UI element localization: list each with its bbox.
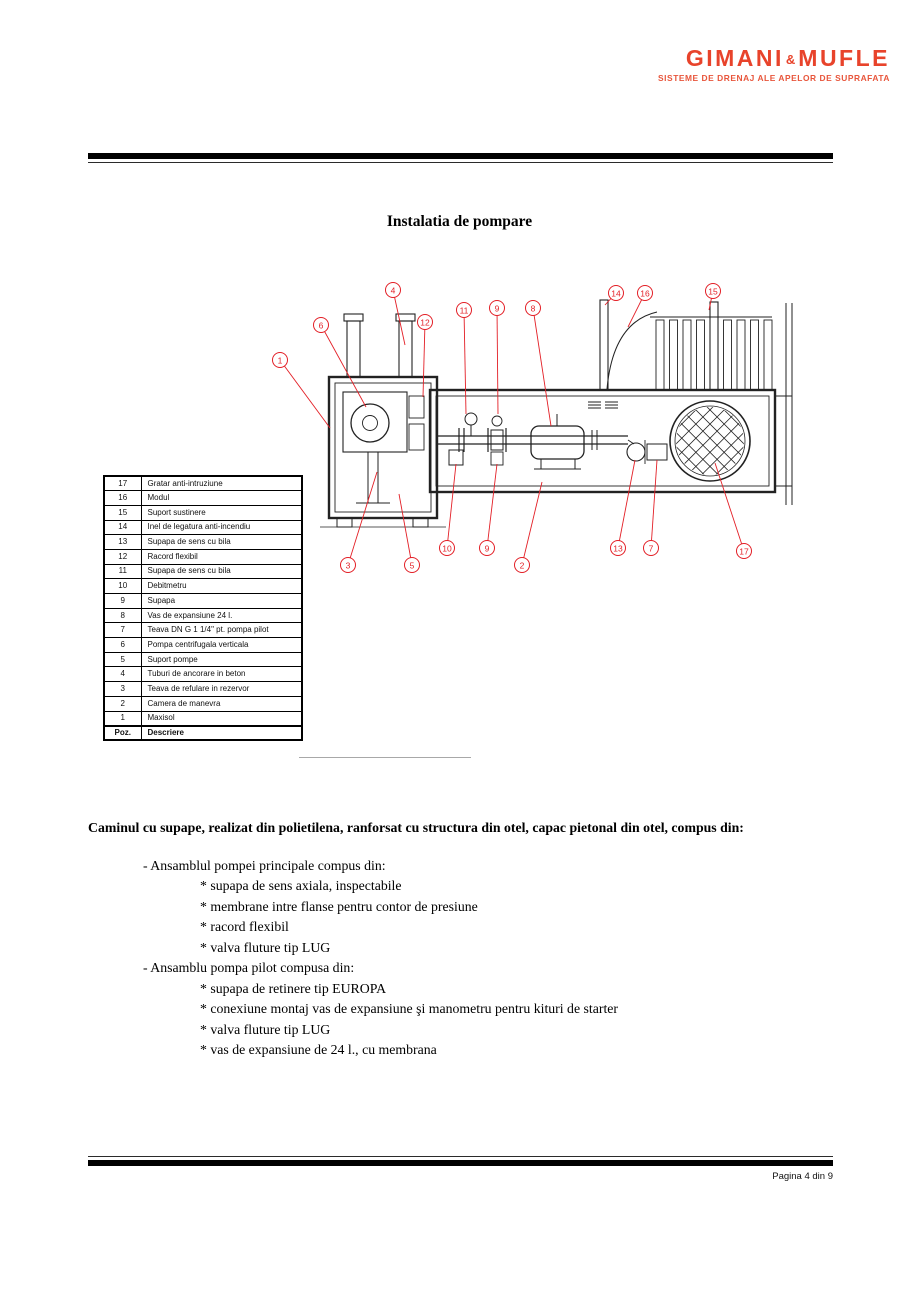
part-description-cell: Modul (141, 491, 302, 506)
brand-name-left: GIMANI (685, 45, 784, 71)
ampersand: & (785, 52, 797, 67)
diagram-callouts (273, 283, 752, 573)
part-number-cell: 10 (104, 579, 141, 594)
part-number-cell: 13 (104, 535, 141, 550)
part-number-cell: 6 (104, 638, 141, 653)
part-description-cell: Camera de manevra (141, 696, 302, 711)
svg-text:1: 1 (277, 355, 283, 366)
page-number: Pagina 4 din 9 (772, 1171, 833, 1182)
parts-table-row (104, 682, 302, 697)
top-rule (88, 153, 833, 163)
list-item: * vas de expansiune de 24 l., cu membrana (200, 1042, 437, 1058)
header-descriere: Descriere (141, 726, 302, 741)
list-item: * membrane intre flanse pentru contor de presiune (200, 898, 478, 914)
svg-text:4: 4 (390, 285, 396, 296)
part-number-cell: 3 (104, 682, 141, 697)
header-poz: Poz. (104, 726, 141, 741)
parts-table-row (104, 505, 302, 520)
list-item: * supapa de sens axiala, inspectabile (200, 878, 402, 894)
bottom-rule (88, 1156, 833, 1166)
svg-text:15: 15 (708, 286, 718, 297)
part-number-cell: 12 (104, 549, 141, 564)
part-number-cell: 7 (104, 623, 141, 638)
part-number-cell: 15 (104, 505, 141, 520)
part-number-cell: 9 (104, 594, 141, 609)
parts-table-body (104, 476, 302, 726)
list-item: * racord flexibil (200, 919, 289, 935)
parts-table-row (104, 476, 302, 491)
intro-paragraph: Caminul cu supape, realizat din polietilena, ranforsat cu structura din otel, capac pietonal din otel, compus din: (88, 820, 744, 835)
svg-text:11: 11 (459, 305, 469, 316)
parts-table-row (104, 549, 302, 564)
svg-text:13: 13 (613, 543, 623, 554)
parts-table-row (104, 652, 302, 667)
brand-name (658, 47, 890, 70)
part-description-cell: Teava de refulare in rezervor (141, 682, 302, 697)
part-description-cell: Inel de legatura anti-incendiu (141, 520, 302, 535)
part-description-cell: Teava DN G 1 1/4" pt. pompa pilot (141, 623, 302, 638)
part-number-cell: 11 (104, 564, 141, 579)
parts-table-row (104, 579, 302, 594)
part-number-cell: 16 (104, 491, 141, 506)
svg-text:7: 7 (648, 543, 654, 554)
parts-table-row (104, 564, 302, 579)
diagram-linework (320, 300, 792, 527)
part-description-cell: Supapa de sens cu bila (141, 535, 302, 550)
svg-text:17: 17 (739, 546, 749, 557)
parts-table-row (104, 520, 302, 535)
svg-text:14: 14 (611, 288, 621, 299)
svg-text:10: 10 (442, 543, 452, 554)
list-item: - Ansamblul pompei principale compus din: (143, 857, 386, 873)
part-number-cell: 14 (104, 520, 141, 535)
svg-text:8: 8 (530, 303, 536, 314)
svg-text:5: 5 (409, 560, 415, 571)
parts-table-row (104, 594, 302, 609)
list-item: * conexiune montaj vas de expansiune şi manometru pentru kituri de starter (200, 1001, 619, 1017)
part-description-cell: Pompa centrifugala verticala (141, 638, 302, 653)
svg-text:2: 2 (519, 560, 525, 571)
part-number-cell: 5 (104, 652, 141, 667)
part-description-cell: Tuburi de ancorare in beton (141, 667, 302, 682)
svg-text:6: 6 (318, 320, 324, 331)
part-description-cell: Debitmetru (141, 579, 302, 594)
svg-text:12: 12 (420, 317, 430, 328)
svg-text:9: 9 (484, 543, 490, 554)
svg-text:3: 3 (345, 560, 351, 571)
svg-text:9: 9 (494, 303, 500, 314)
part-number-cell: 17 (104, 476, 141, 491)
body-text (88, 818, 833, 1061)
parts-table-header-row (104, 726, 302, 741)
diagram-ground-line (299, 757, 471, 758)
parts-table-row (104, 623, 302, 638)
part-description-cell: Vas de expansiune 24 l. (141, 608, 302, 623)
list-item: * valva fluture tip LUG (200, 939, 331, 955)
list-item: * valva fluture tip LUG (200, 1021, 331, 1037)
parts-table-row (104, 638, 302, 653)
list-item: * supapa de retinere tip EUROPA (200, 980, 387, 996)
parts-table (103, 475, 303, 741)
part-description-cell: Gratar anti-intruziune (141, 476, 302, 491)
brand-name-right: MUFLE (798, 45, 890, 71)
parts-table-row (104, 696, 302, 711)
part-description-cell: Suport sustinere (141, 505, 302, 520)
part-number-cell: 1 (104, 711, 141, 726)
part-number-cell: 8 (104, 608, 141, 623)
part-description-cell: Supapa de sens cu bila (141, 564, 302, 579)
part-number-cell: 2 (104, 696, 141, 711)
parts-table-row (104, 535, 302, 550)
component-list (88, 856, 833, 1061)
parts-table-row (104, 491, 302, 506)
brand-logo (658, 47, 890, 83)
part-description-cell: Racord flexibil (141, 549, 302, 564)
part-number-cell: 4 (104, 667, 141, 682)
list-item: - Ansamblu pompa pilot compusa din: (143, 960, 355, 976)
parts-table-row (104, 608, 302, 623)
parts-table-row (104, 711, 302, 726)
parts-table-row (104, 667, 302, 682)
brand-tagline: SISTEME DE DRENAJ ALE APELOR DE SUPRAFATA (658, 73, 890, 83)
page-title: Instalatia de pompare (386, 213, 533, 230)
pump-installation-diagram (250, 270, 820, 590)
part-description-cell: Supapa (141, 594, 302, 609)
part-description-cell: Suport pompe (141, 652, 302, 667)
part-description-cell: Maxisol (141, 711, 302, 726)
svg-text:16: 16 (640, 288, 650, 299)
